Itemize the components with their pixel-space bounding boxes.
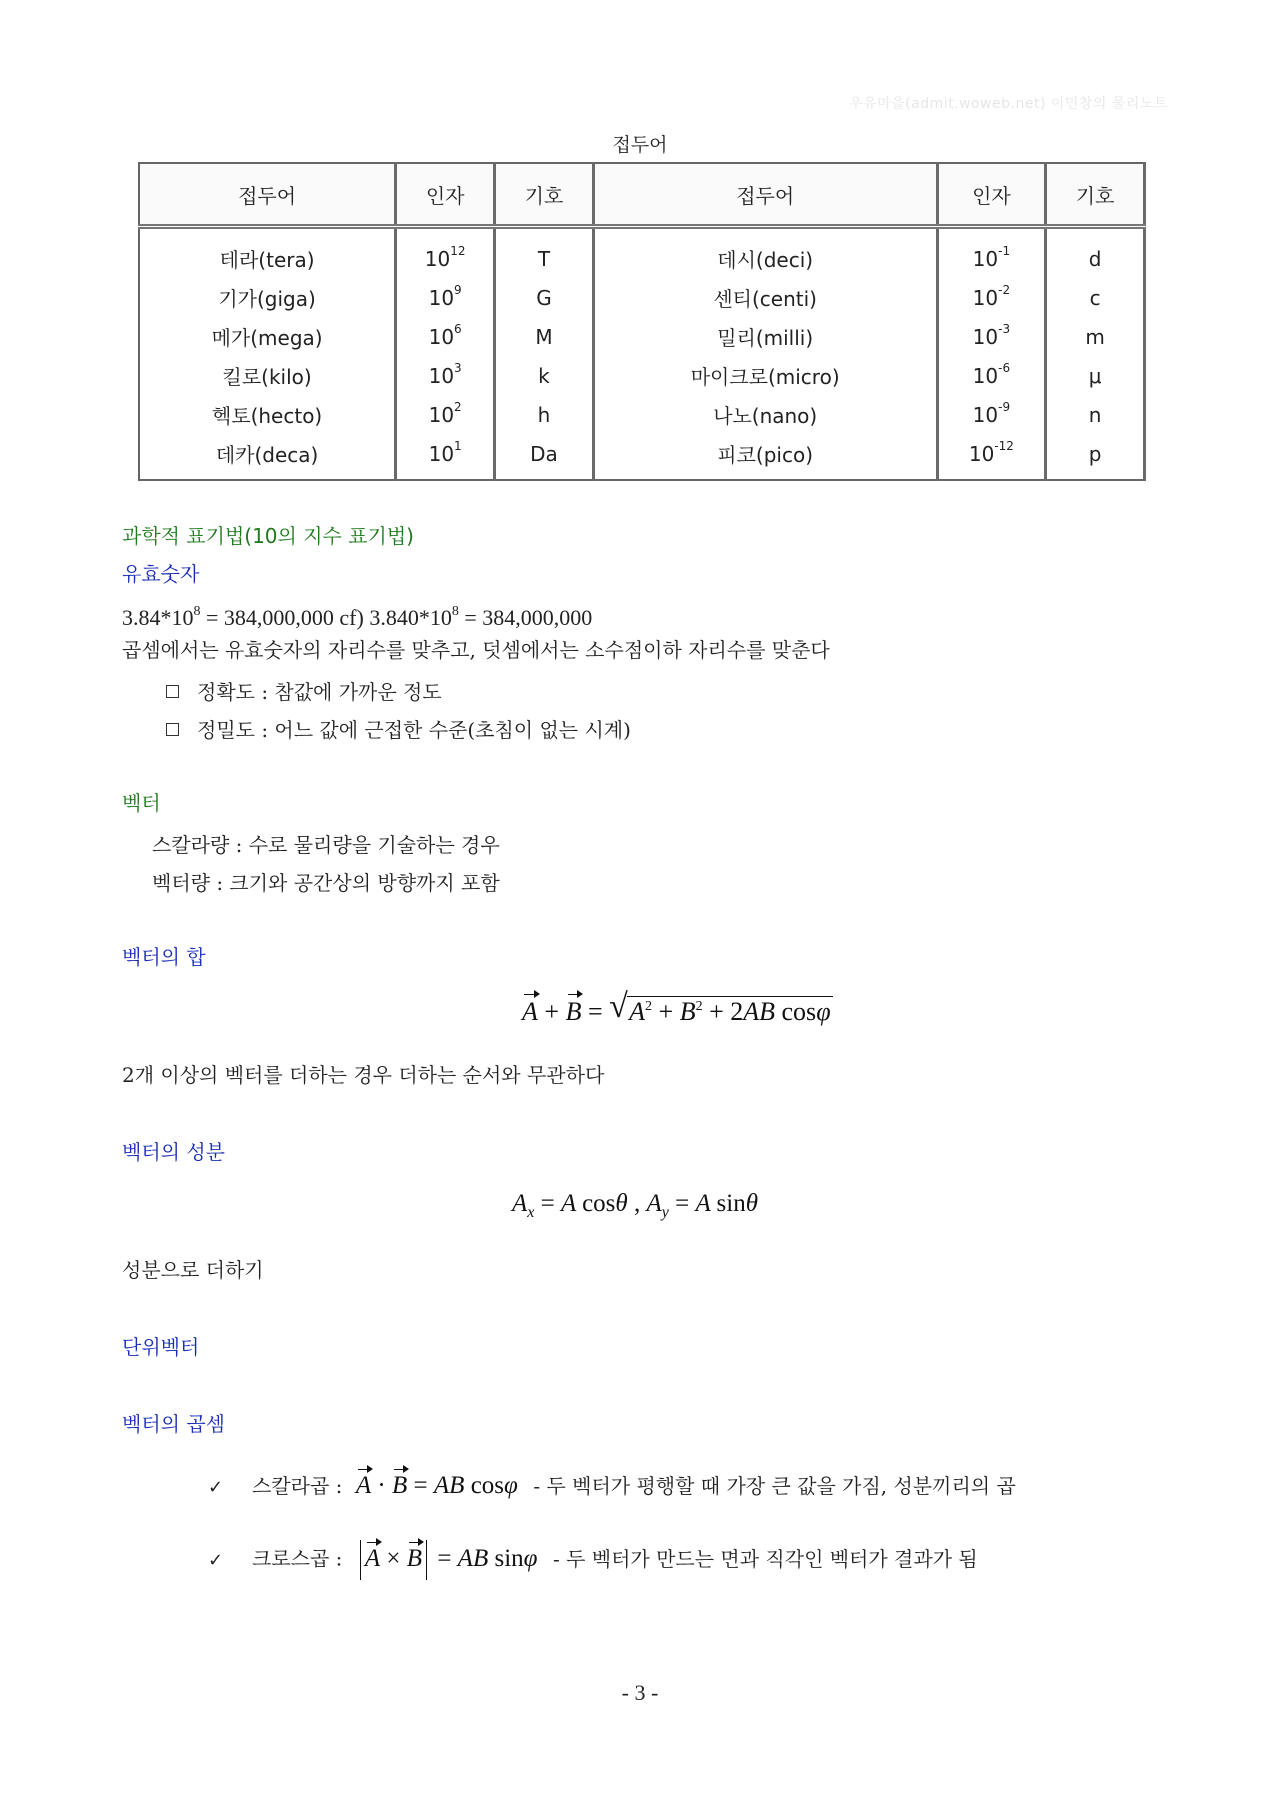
table-row (139, 434, 1145, 480)
significant-figures-example: $3.84*10^8 = 384,000,000$ cf) $3.840*10^8 = 384,000,000$ (122, 604, 593, 630)
significant-figures-rule: 곱셈에서는 유효숫자의 자리수를 맞추고, 덧셈에서는 소수점이하 자리수를 맞춘다 (122, 638, 830, 662)
factor-cell: $10^2$ (396, 395, 495, 434)
add-by-components: 성분으로 더하기 (122, 1258, 264, 1282)
checkmark-icon: ✓ (208, 1477, 224, 1498)
symbol-cell: p (1046, 434, 1145, 480)
heading-vector-product: 벡터의 곱셈 (122, 1412, 225, 1436)
table-caption: 접두어 (612, 134, 668, 156)
table-row (139, 317, 1145, 356)
square-bullet-icon (166, 723, 179, 736)
prefix-cell: 데시(deci) (593, 227, 937, 279)
factor-cell: $10^{-12}$ (937, 434, 1046, 480)
vector-definition: 벡터량 : 크기와 공간상의 방향까지 포함 (152, 871, 500, 895)
table-row (139, 278, 1145, 317)
scalar-definition: 스칼라량 : 수로 물리량을 기술하는 경우 (152, 833, 500, 857)
header-factor-2: 인자 (937, 163, 1046, 227)
vector-sum-note: 2개 이상의 벡터를 더하는 경우 더하는 순서와 무관하다 (122, 1063, 605, 1087)
symbol-cell: m (1046, 317, 1145, 356)
header-prefix-1: 접두어 (139, 163, 396, 227)
factor-cell: $10^{-6}$ (937, 356, 1046, 395)
prefix-cell: 기가(giga) (139, 278, 396, 317)
vector-components-formula: $A_x = A$ cosθ , $A_y = A$ sinθ (512, 1190, 758, 1221)
prefix-cell: 헥토(hecto) (139, 395, 396, 434)
factor-cell: $10^{-3}$ (937, 317, 1046, 356)
header-prefix-2: 접두어 (593, 163, 937, 227)
symbol-cell: k (495, 356, 594, 395)
table-row (139, 227, 1145, 279)
factor-cell: $10^6$ (396, 317, 495, 356)
heading-significant-figures: 유효숫자 (122, 562, 200, 586)
header-symbol-2: 기호 (1046, 163, 1145, 227)
header-factor-1: 인자 (396, 163, 495, 227)
prefix-cell: 피코(pico) (593, 434, 937, 480)
prefix-cell: 나노(nano) (593, 395, 937, 434)
checkmark-icon: ✓ (208, 1549, 224, 1571)
symbol-cell: h (495, 395, 594, 434)
square-bullet-icon (166, 685, 179, 698)
prefix-cell: 밀리(milli) (593, 317, 937, 356)
factor-cell: $10^{-2}$ (937, 278, 1046, 317)
prefix-table (138, 162, 1146, 481)
symbol-cell: d (1046, 227, 1145, 279)
factor-cell: $10^{12}$ (396, 227, 495, 279)
symbol-cell: T (495, 227, 594, 279)
precision-item: 정밀도 : 어느 값에 근접한 수준(초침이 없는 시계) (166, 714, 631, 743)
heading-unit-vector: 단위벡터 (122, 1335, 200, 1359)
accuracy-item: 정확도 : 참값에 가까운 정도 (166, 676, 442, 705)
factor-cell: $10^1$ (396, 434, 495, 480)
heading-vector-sum: 벡터의 합 (122, 945, 206, 969)
table-row (139, 356, 1145, 395)
header-watermark: 우유마을(admit.woweb.net) 이민창의 물리노트 (849, 96, 1168, 112)
heading-scientific-notation: 과학적 표기법(10의 지수 표기법) (122, 524, 414, 548)
prefix-cell: 마이크로(micro) (593, 356, 937, 395)
prefix-cell: 킬로(kilo) (139, 356, 396, 395)
header-symbol-1: 기호 (495, 163, 594, 227)
heading-vector-components: 벡터의 성분 (122, 1140, 225, 1164)
vector-sum-formula: A + B = √ $A^2 + B^2 + 2AB$ cosφ (522, 988, 831, 1026)
table-header-row (139, 163, 1145, 227)
table-row (139, 395, 1145, 434)
symbol-cell: M (495, 317, 594, 356)
page-number: - 3 - (621, 1680, 659, 1705)
prefix-cell: 테라(tera) (139, 227, 396, 279)
factor-cell: $10^9$ (396, 278, 495, 317)
cross-product-item: ✓ 크로스곱 : A × B = AB sinφ - 두 벡터가 만드는 면과 직각인 벡터가 결과가 됨 (208, 1540, 978, 1580)
prefix-cell: 데카(deca) (139, 434, 396, 480)
symbol-cell: c (1046, 278, 1145, 317)
scalar-product-formula: A · B = AB cosφ (355, 1472, 518, 1499)
factor-cell: $10^{-9}$ (937, 395, 1046, 434)
scalar-product-item: ✓ 스칼라곱 : A · B = AB cosφ - 두 벡터가 평행할 때 가장 큰 값을 가짐, 성분끼리의 곱 (208, 1472, 1016, 1499)
factor-cell: $10^3$ (396, 356, 495, 395)
prefix-cell: 센티(centi) (593, 278, 937, 317)
factor-cell: $10^{-1}$ (937, 227, 1046, 279)
symbol-cell: μ (1046, 356, 1145, 395)
symbol-cell: Da (495, 434, 594, 480)
symbol-cell: G (495, 278, 594, 317)
cross-product-formula: A × B = AB sinφ (356, 1545, 538, 1572)
prefix-cell: 메가(mega) (139, 317, 396, 356)
heading-vector: 벡터 (122, 791, 161, 815)
symbol-cell: n (1046, 395, 1145, 434)
